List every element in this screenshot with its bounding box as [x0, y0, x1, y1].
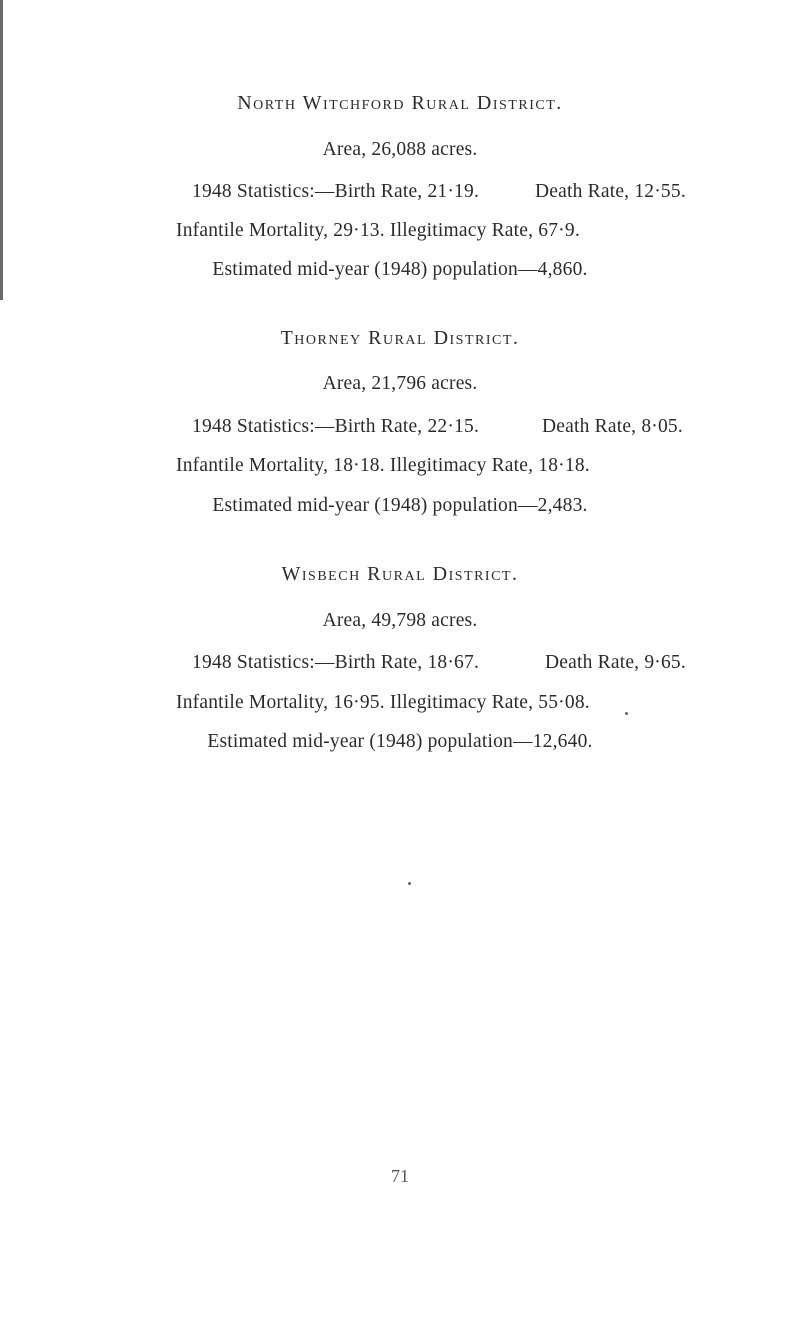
district-birth-rate: 1948 Statistics:—Birth Rate, 22·15. [192, 416, 480, 437]
district-area: Area, 26,088 acres. [322, 139, 478, 160]
district-title-wisbech: Wisbech Rural District. [281, 563, 519, 585]
district-mortality: Infantile Mortality, 18·18. Illegitimacy Rate, 18·18. [176, 455, 590, 476]
district-death-rate: Death Rate, 12·55. [535, 181, 686, 202]
district-birth-rate: 1948 Statistics:—Birth Rate, 21·19. [192, 181, 480, 202]
district-area: Area, 49,798 acres. [322, 610, 478, 631]
district-population: Estimated mid-year (1948) population—4,860. [212, 259, 588, 280]
district-death-rate: Death Rate, 8·05. [542, 416, 683, 437]
district-mortality: Infantile Mortality, 29·13. Illegitimacy Rate, 67·9. [176, 220, 580, 241]
district-population: Estimated mid-year (1948) population—12,640. [207, 731, 593, 752]
scan-speck [625, 712, 628, 715]
district-title-thorney: Thorney Rural District. [280, 327, 520, 349]
district-death-rate: Death Rate, 9·65. [545, 652, 686, 673]
page-number: 71 [391, 1166, 409, 1186]
district-mortality: Infantile Mortality, 16·95. Illegitimacy Rate, 55·08. [176, 692, 590, 713]
district-title-north-witchford: North Witchford Rural District. [237, 92, 563, 114]
district-population: Estimated mid-year (1948) population—2,483. [212, 495, 588, 516]
scan-speck [408, 882, 411, 885]
district-area: Area, 21,796 acres. [322, 373, 478, 394]
district-birth-rate: 1948 Statistics:—Birth Rate, 18·67. [192, 652, 480, 673]
